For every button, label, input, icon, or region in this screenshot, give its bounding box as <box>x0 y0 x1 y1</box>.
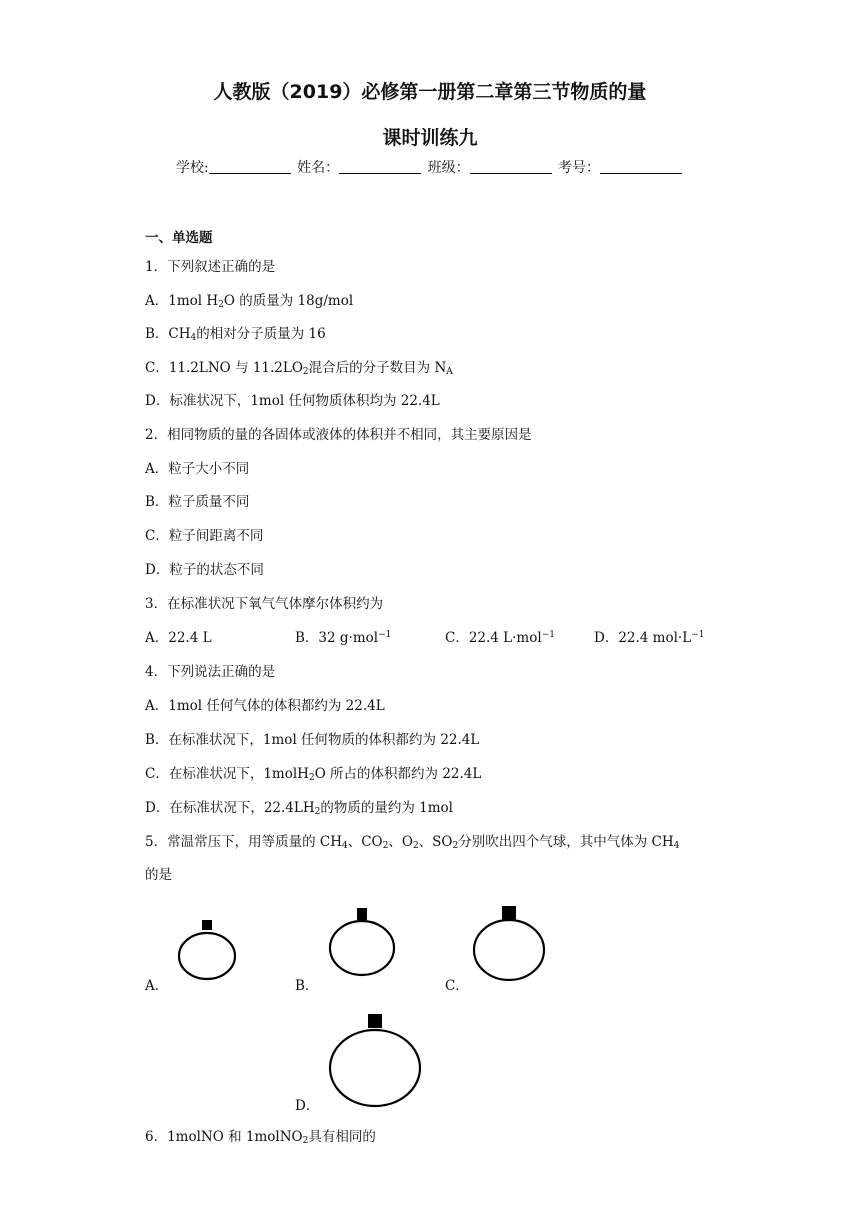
q2-option-d: D．粒子的状态不同 <box>145 562 264 578</box>
class-label: 班级： <box>427 160 470 176</box>
section-heading: 一、单选题 <box>145 230 213 246</box>
q5-stem: 5．常温常压下，用等质量的 $CH_4$、$CO_2$、$O_2$、$SO_2$分别吹出四个气球，其中气体为 $CH_4$ <box>145 834 680 851</box>
q5-option-a-label: A． <box>145 978 169 994</box>
q3-option-d: D．22.4 $mol\cdot L^{-1}$ <box>594 630 705 646</box>
q4-option-a: A．1mol 任何气体的体积都约为 22.4L <box>145 698 385 714</box>
name-field[interactable] <box>339 159 421 174</box>
q1-option-d: D．标准状况下，1mol 任何物质体积均为 22.4L <box>145 393 440 409</box>
q3-option-c: C．22.4 L·mol$^{-1}$ <box>445 630 555 646</box>
q1-option-c: C．11.2LNO 与 $11.2LO_2$混合后的分子数目为 $N_A$ <box>145 360 453 377</box>
document-title: 人教版（2019）必修第一册第二章第三节物质的量 <box>213 81 647 103</box>
q2-option-b: B．粒子质量不同 <box>145 494 250 510</box>
exam-no-field[interactable] <box>600 159 682 174</box>
q4-option-c: C．在标准状况下，1molH$_2$O 所占的体积都约为 22.4L <box>145 766 482 783</box>
q2-option-a: A．粒子大小不同 <box>145 461 250 477</box>
class-field[interactable] <box>470 159 552 174</box>
q5-balloon-b-icon <box>326 906 398 978</box>
q5-balloon-d-icon <box>327 1012 423 1108</box>
school-field[interactable] <box>209 159 291 174</box>
q1-option-a: A．1mol $H_2O$ 的质量为 18g/mol <box>145 293 354 310</box>
q2-option-c: C．粒子间距离不同 <box>145 528 264 544</box>
name-label: 姓名： <box>297 160 340 176</box>
q1-option-b: B．$CH_4$的相对分子质量为 16 <box>145 326 326 343</box>
q4-option-d: D．在标准状况下，$22.4LH_2$的物质的量约为 1mol <box>145 800 453 817</box>
document-subtitle: 课时训练九 <box>382 127 478 149</box>
q3-option-a: A．22.4 L <box>145 630 212 646</box>
q3-stem: 3．在标准状况下氧气气体摩尔体积约为 <box>145 596 384 612</box>
q4-stem: 4．下列说法正确的是 <box>145 664 276 680</box>
school-label: 学校: <box>175 160 209 176</box>
q2-stem: 2．相同物质的量的各固体或液体的体积并不相同，其主要原因是 <box>145 427 532 443</box>
q5-option-c-label: C． <box>445 978 469 994</box>
q5-stem-continued: 的是 <box>145 867 172 883</box>
q5-balloon-c-icon <box>470 904 550 982</box>
exam-no-label: 考号： <box>558 160 601 176</box>
q5-balloon-a-icon <box>176 918 238 982</box>
q6-stem: 6．1molNO 和 1molNO$_2$具有相同的 <box>145 1129 376 1146</box>
q5-option-d-label: D． <box>295 1098 320 1114</box>
q5-option-b-label: B． <box>295 978 319 994</box>
q1-stem: 1．下列叙述正确的是 <box>145 259 276 275</box>
q4-option-b: B．在标准状况下，1mol 任何物质的体积都约为 22.4L <box>145 732 480 748</box>
q3-option-b: B．32 g·mol$^{-1}$ <box>295 630 392 646</box>
student-info-line <box>0 157 860 177</box>
